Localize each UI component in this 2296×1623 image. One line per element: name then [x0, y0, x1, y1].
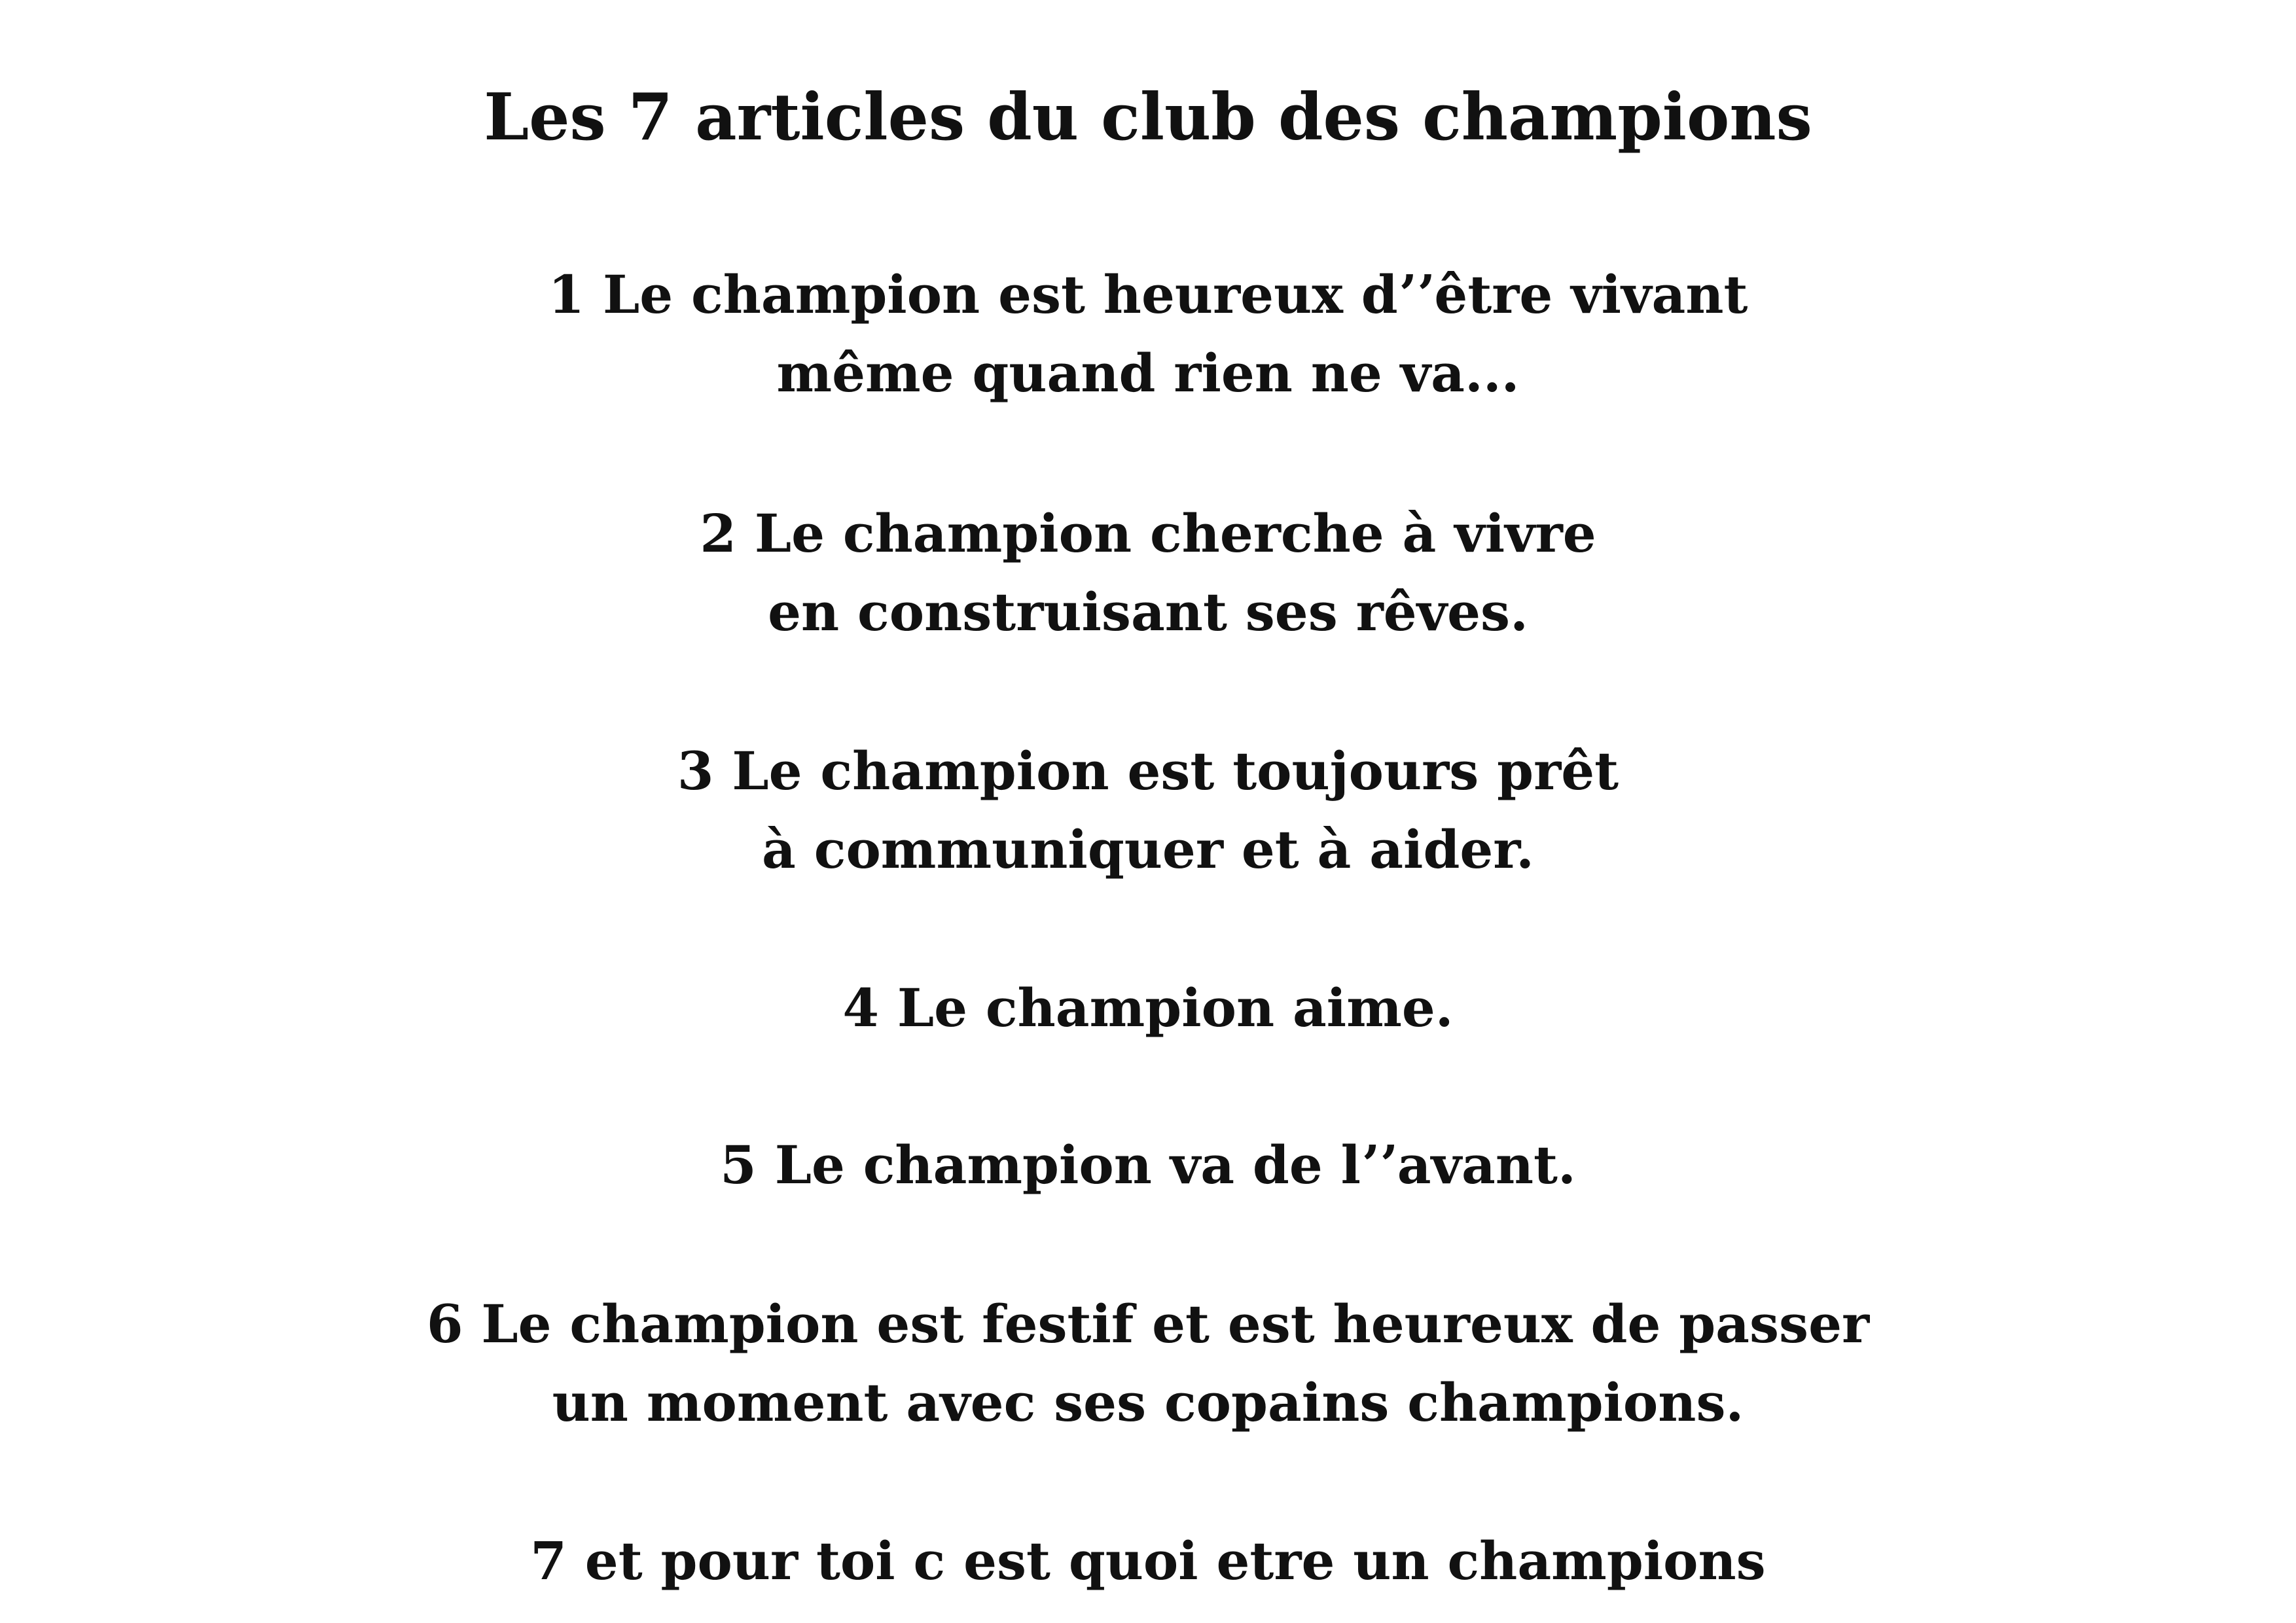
article-line: 7 et pour toi c est quoi etre un champions	[530, 1530, 1766, 1592]
article-line: 4 Le champion aime.	[842, 977, 1454, 1039]
article-line: 3 Le champion est toujours prêt	[677, 740, 1619, 802]
article-line: en construisant ses rêves.	[768, 581, 1528, 643]
article-line: 6 Le champion est festif et est heureux de passer	[426, 1293, 1870, 1355]
article-5	[0, 1126, 2296, 1204]
article-line: un moment avec ses copains champions.	[552, 1372, 1744, 1433]
article-line: 2 Le champion cherche à vivre	[700, 503, 1596, 564]
article-3	[0, 732, 2296, 889]
article-4	[0, 969, 2296, 1047]
article-line: même quand rien ne va...	[776, 342, 1520, 404]
article-line: 5 Le champion va de lʼʼavant.	[720, 1134, 1576, 1196]
article-1	[0, 255, 2296, 412]
document-title: Les 7 articles du club des champions	[484, 80, 1812, 155]
article-line: à communiquer et à aider.	[762, 819, 1534, 880]
article-7	[0, 1522, 2296, 1600]
article-2	[0, 494, 2296, 651]
article-line: 1 Le champion est heureux dʼʼêtre vivant	[548, 264, 1748, 325]
article-6	[0, 1285, 2296, 1442]
